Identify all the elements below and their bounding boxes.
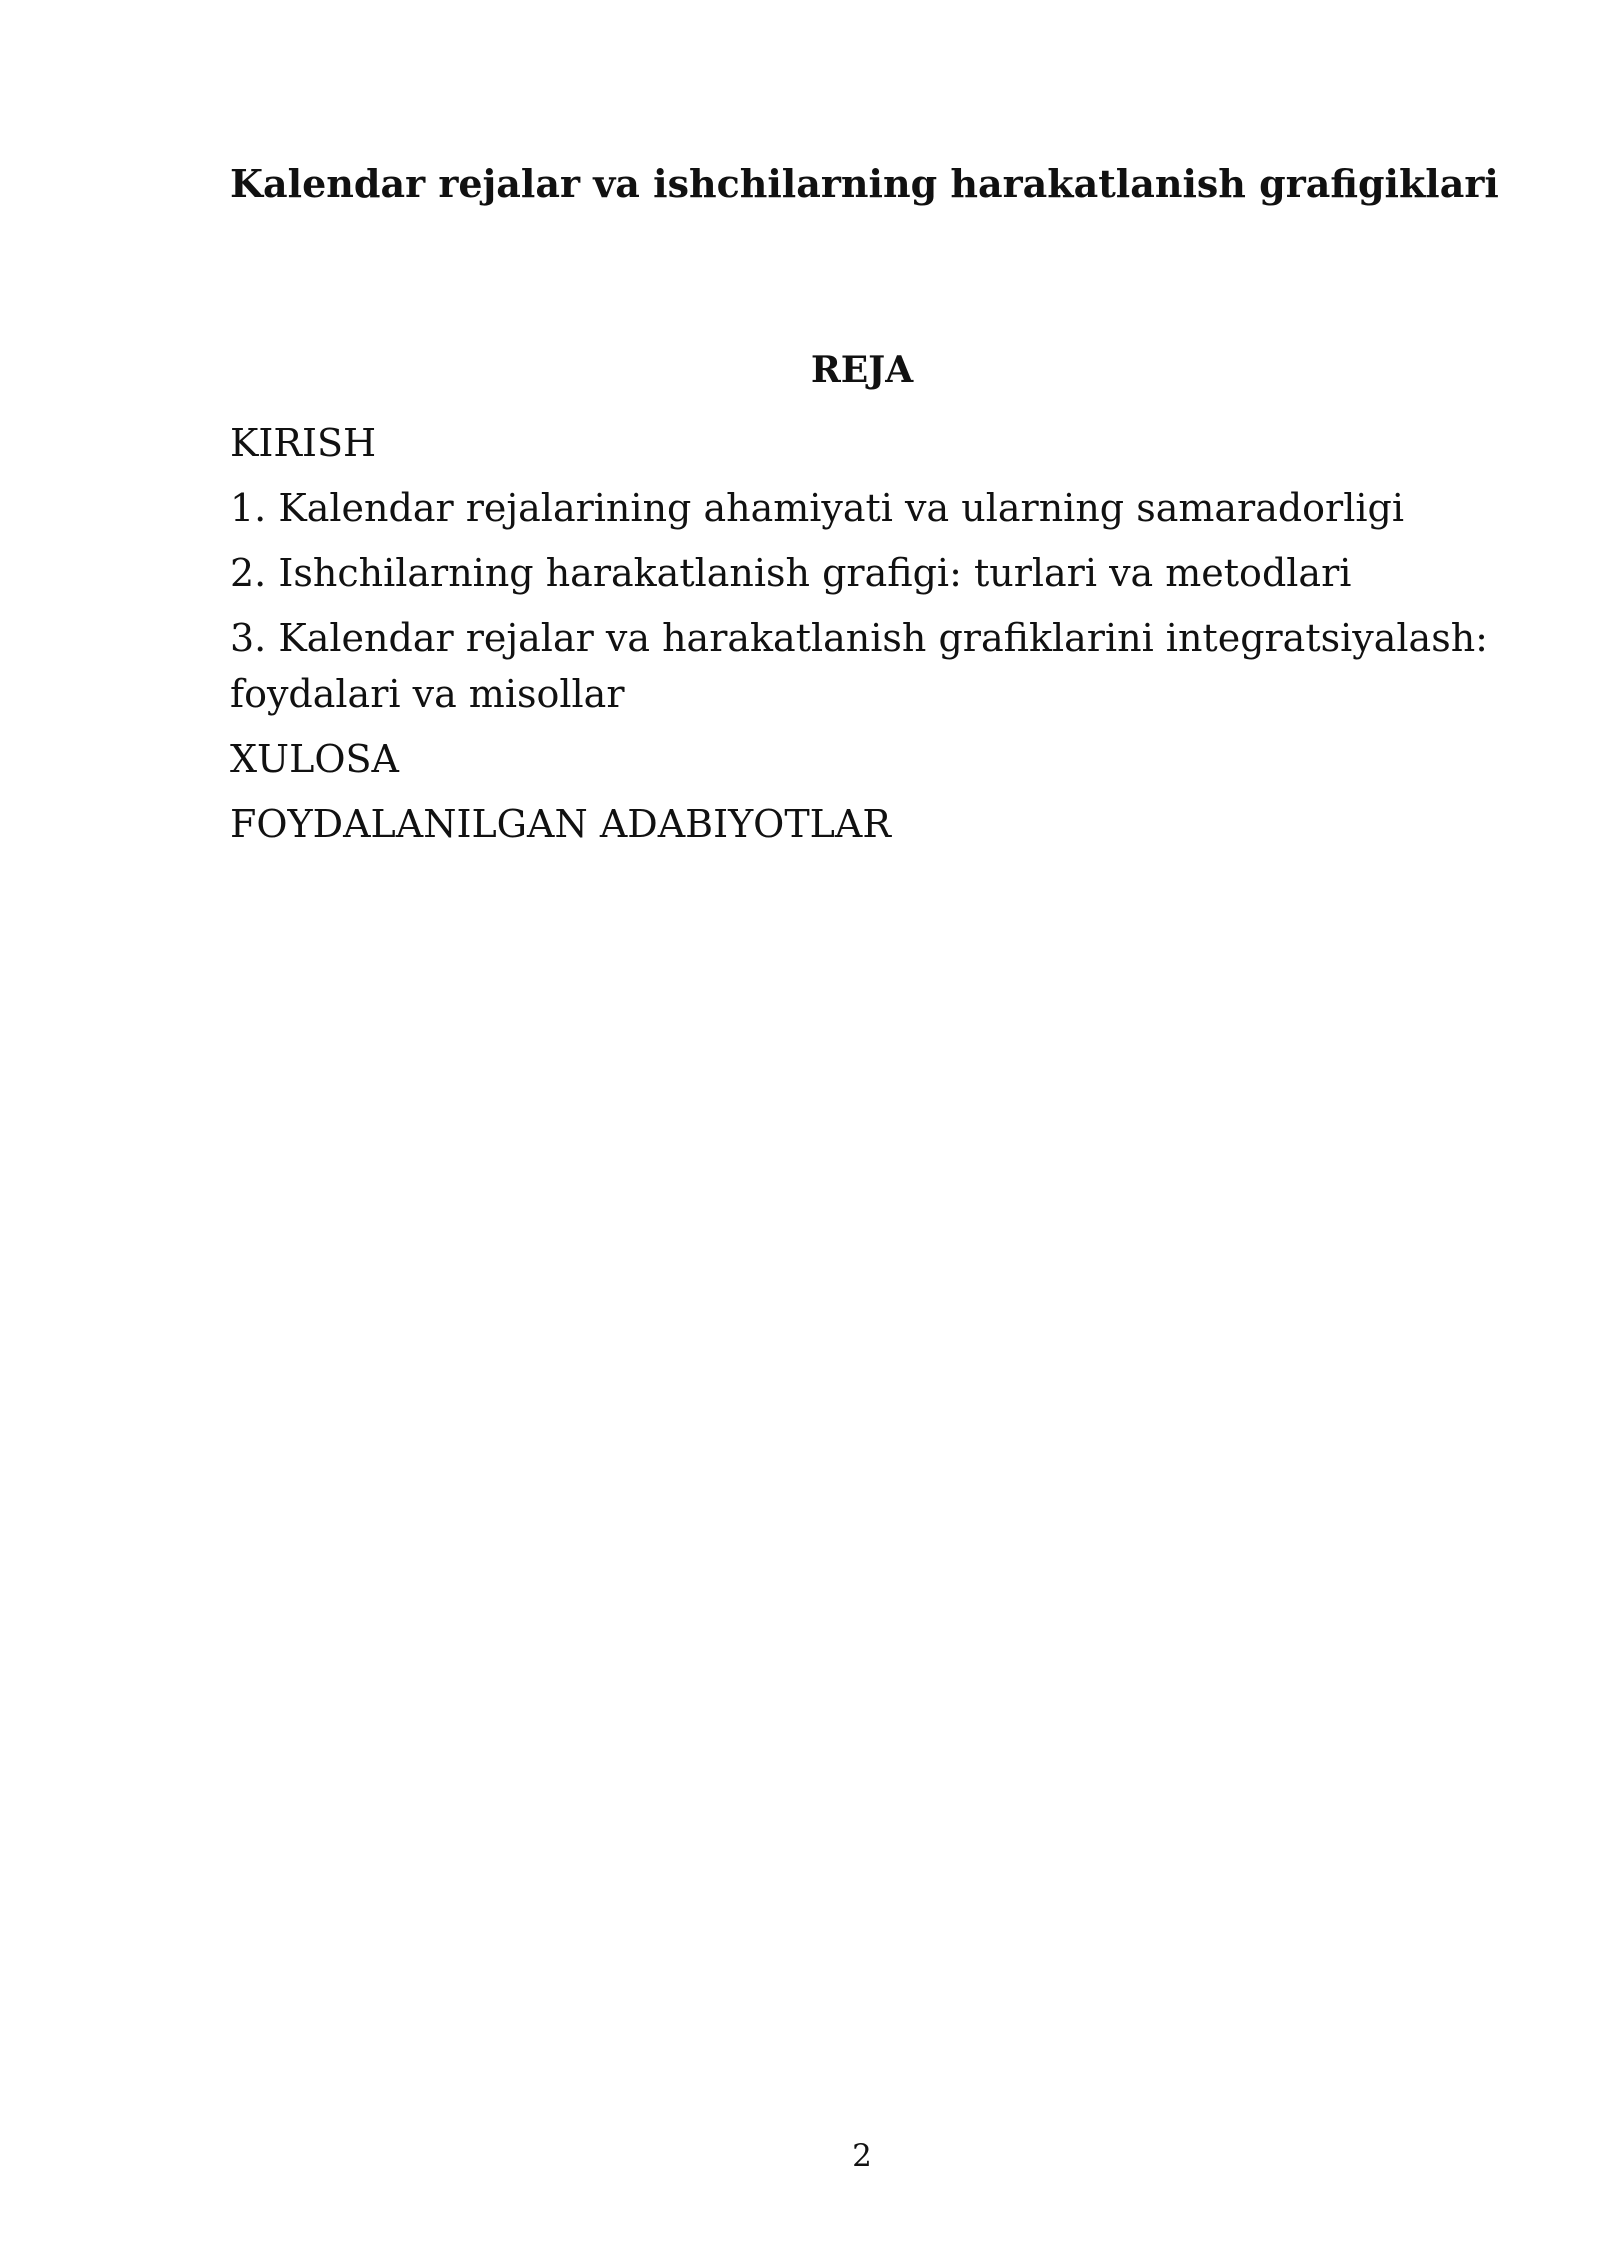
table-of-contents bbox=[230, 415, 1520, 861]
toc-item-references: FOYDALANILGAN ADABIYOTLAR bbox=[230, 802, 891, 846]
document-title: Kalendar rejalar va ishchilarning harakatlanish grafigiklari bbox=[230, 161, 1499, 206]
plan-heading: REJA bbox=[810, 349, 914, 391]
toc-item-conclusion: XULOSA bbox=[230, 737, 399, 781]
page-number: 2 bbox=[852, 2138, 872, 2174]
toc-item-section-3: 3. Kalendar rejalar va harakatlanish grafiklarini integratsiyalash: foydalari va misollar bbox=[230, 616, 1488, 716]
toc-item-section-1: 1. Kalendar rejalarining ahamiyati va ularning samaradorligi bbox=[230, 486, 1405, 530]
toc-item-section-2: 2. Ishchilarning harakatlanish grafigi: turlari va metodlari bbox=[230, 551, 1352, 595]
toc-item-introduction: KIRISH bbox=[230, 421, 377, 465]
